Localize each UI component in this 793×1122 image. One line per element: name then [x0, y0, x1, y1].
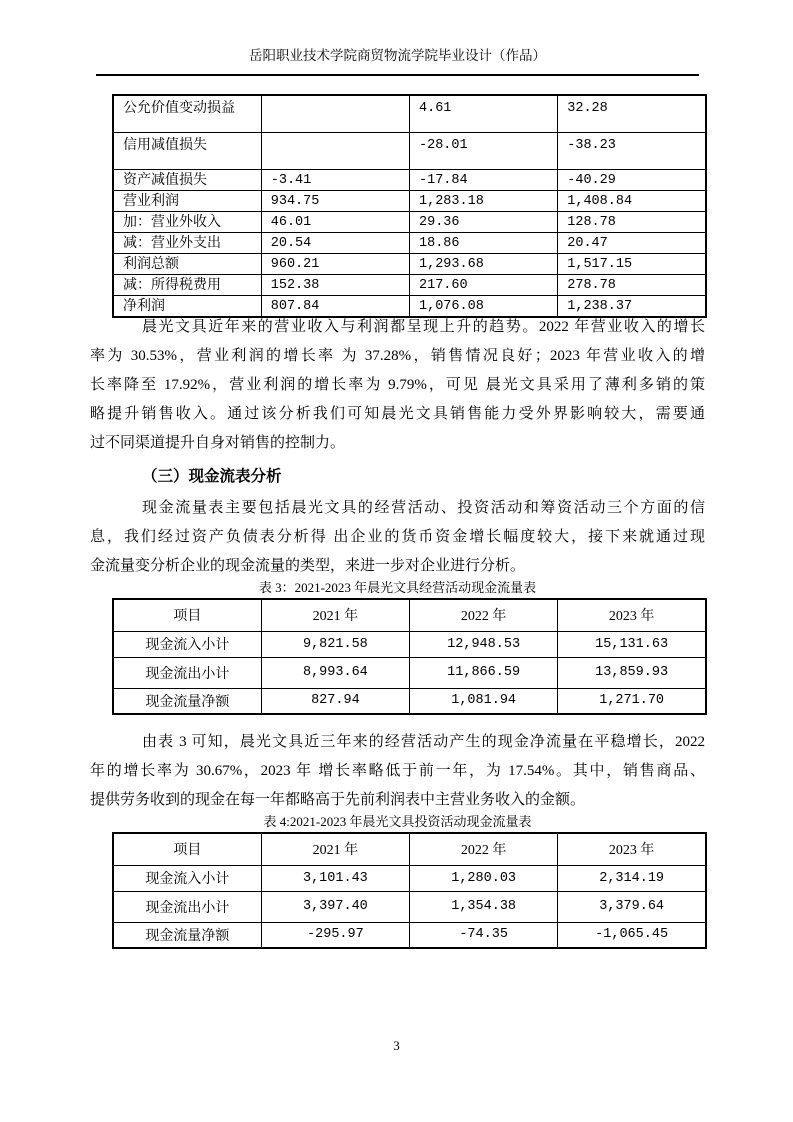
table-cell: 1,238.37: [558, 295, 706, 317]
table3-caption: 表 3：2021-2023 年晨光文具经营活动现金流量表: [258, 580, 537, 595]
table-cell: 现金流入小计: [113, 631, 261, 657]
table-cell: [261, 132, 409, 169]
table-cell: 960.21: [261, 253, 409, 274]
table-row: [113, 865, 706, 891]
table-row: [113, 657, 706, 688]
table-cell: 807.84: [261, 295, 409, 317]
paragraph-line: 由表 3 可知，晨光文具近三年来的经营活动产生的现金净流量在平稳增长，2022: [142, 734, 705, 750]
table-header-cell: 2023 年: [558, 833, 706, 865]
table-cell: -17.84: [410, 169, 558, 190]
table-row: [113, 95, 706, 132]
table-cell: 20.54: [261, 232, 409, 253]
table-cell: 1,283.18: [410, 190, 558, 211]
table-cell: 现金流量净额: [113, 688, 261, 714]
table-row: [113, 169, 706, 190]
investing-cashflow-table: [112, 832, 707, 949]
operating-cashflow-table: [112, 598, 707, 715]
table-cell: 现金流出小计: [113, 891, 261, 922]
table-row: [113, 232, 706, 253]
table-cell: 3,397.40: [261, 891, 409, 922]
table-cell: 278.78: [558, 274, 706, 295]
table-header-cell: 2022 年: [410, 833, 558, 865]
paragraph-line: 过不同渠道提升自身对销售的控制力。: [90, 435, 346, 451]
table-header-cell: 2022 年: [410, 599, 558, 631]
table-cell: 1,408.84: [558, 190, 706, 211]
table-cell: 2,314.19: [558, 865, 706, 891]
table-cell: 1,271.70: [558, 688, 706, 714]
table-cell: -1,065.45: [558, 922, 706, 948]
table-cell: 13,859.93: [558, 657, 706, 688]
table-cell: -3.41: [261, 169, 409, 190]
table-cell: 934.75: [261, 190, 409, 211]
table-row: [113, 922, 706, 948]
table-header-cell: 2023 年: [558, 599, 706, 631]
table-cell: 12,948.53: [410, 631, 558, 657]
table-cell: 3,101.43: [261, 865, 409, 891]
table-cell: -295.97: [261, 922, 409, 948]
paragraph-line: 提供劳务收到的现金在每一年都略高于先前利润表中主营业务收入的金额。: [90, 792, 586, 808]
table-row: [113, 132, 706, 169]
table-cell: 加：营业外收入: [113, 211, 261, 232]
table-cell: 净利润: [113, 295, 261, 317]
paragraph-line: 金流量变分析企业的现金流量的类型，来进一步对企业进行分析。: [90, 558, 526, 574]
table-cell: 营业利润: [113, 190, 261, 211]
table-cell: 现金流出小计: [113, 657, 261, 688]
table-cell: 8,993.64: [261, 657, 409, 688]
section-heading: （三）现金流表分析: [142, 468, 282, 485]
table-cell: 20.47: [558, 232, 706, 253]
page-number: 3: [393, 1038, 400, 1053]
table-cell: 29.36: [410, 211, 558, 232]
table-cell: 减：营业外支出: [113, 232, 261, 253]
table-header-cell: 项目: [113, 599, 261, 631]
table-row: [113, 688, 706, 714]
paragraph-table3-analysis: [90, 728, 705, 815]
table-cell: 1,354.38: [410, 891, 558, 922]
table-row: [113, 253, 706, 274]
table-cell: 152.38: [261, 274, 409, 295]
paragraph-line: 现金流量表主要包括晨光文具的经营活动、投资活动和筹资活动三个方面的信: [142, 500, 705, 516]
paragraph-line: 晨光文具近年来的营业收入与利润都呈现上升的趋势。2022 年营业收入的增长: [142, 319, 705, 335]
paragraph-profit-analysis: [90, 313, 705, 458]
table-cell: 18.86: [410, 232, 558, 253]
paragraph-line: 长率降至 17.92%，营业利润的增长率为 9.79%，可见 晨光文具采用了薄利多销的策: [90, 377, 705, 393]
table4-caption: 表 4:2021-2023 年晨光文具投资活动现金流量表: [263, 814, 532, 829]
header-title: 岳阳职业技术学院商贸物流学院毕业设计（作品）: [249, 48, 546, 63]
table-cell: 1,280.03: [410, 865, 558, 891]
table-header-cell: 项目: [113, 833, 261, 865]
table-cell: 信用减值损失: [113, 132, 261, 169]
table-cell: 现金流入小计: [113, 865, 261, 891]
table-cell: 1,517.15: [558, 253, 706, 274]
table-cell: 46.01: [261, 211, 409, 232]
table-cell: 128.78: [558, 211, 706, 232]
table-cell: 3,379.64: [558, 891, 706, 922]
table-cell: 减：所得税费用: [113, 274, 261, 295]
table-cell: 现金流量净额: [113, 922, 261, 948]
table-row: [113, 190, 706, 211]
page-header: [96, 46, 699, 76]
table-cell: 9,821.58: [261, 631, 409, 657]
table-cell: 1,293.68: [410, 253, 558, 274]
paragraph-line: 年的增长率为 30.67%，2023 年 增长率略低于前一年，为 17.54%。其中，销售商品、: [90, 763, 705, 779]
table-header-cell: 2021 年: [261, 833, 409, 865]
paragraph-line: 息，我们经过资产负债表分析得 出企业的货币资金增长幅度较大，接下来就通过现: [90, 529, 705, 545]
table-header-row: [113, 833, 706, 865]
table-cell: 15,131.63: [558, 631, 706, 657]
table-cell: 32.28: [558, 95, 706, 132]
table-cell: 1,081.94: [410, 688, 558, 714]
table-cell: 11,866.59: [410, 657, 558, 688]
table-cell: 827.94: [261, 688, 409, 714]
table-cell: 1,076.08: [410, 295, 558, 317]
paragraph-line: 率为 30.53%，营业利润的增长率 为 37.28%，销售情况良好；2023 年营业收入的增: [90, 348, 705, 364]
table-row: [113, 631, 706, 657]
table-cell: [261, 95, 409, 132]
table-cell: 公允价值变动损益: [113, 95, 261, 132]
table-cell: -40.29: [558, 169, 706, 190]
table-header-cell: 2021 年: [261, 599, 409, 631]
table-cell: -38.23: [558, 132, 706, 169]
table-row: [113, 274, 706, 295]
table-cell: -74.35: [410, 922, 558, 948]
income-statement-table: [112, 94, 707, 318]
table-cell: -28.01: [410, 132, 558, 169]
table-header-row: [113, 599, 706, 631]
table-row: [113, 891, 706, 922]
table-cell: 4.61: [410, 95, 558, 132]
table-cell: 资产减值损失: [113, 169, 261, 190]
paragraph-line: 略提升销售收入。通过该分析我们可知晨光文具销售能力受外界影响较大，需要通: [90, 406, 705, 422]
table-cell: 利润总额: [113, 253, 261, 274]
paragraph-cashflow-intro: [90, 494, 705, 581]
table-row: [113, 211, 706, 232]
table-cell: 217.60: [410, 274, 558, 295]
